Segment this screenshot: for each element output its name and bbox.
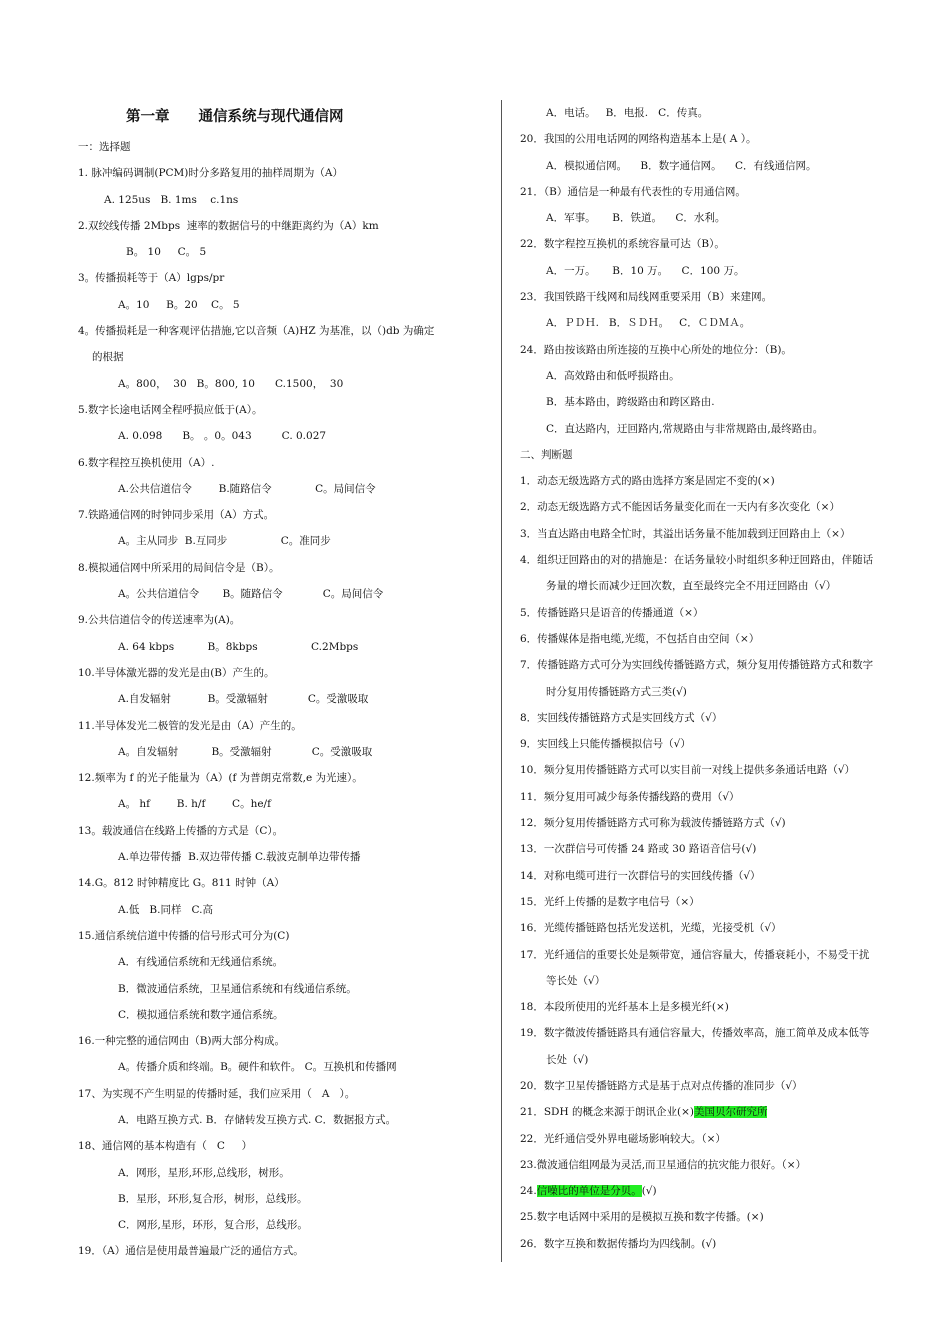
text-line: [78, 581, 490, 607]
line-text: 二、判断题: [520, 448, 573, 461]
line-text: 8．实回线传播链路方式是实回线方式（√）: [520, 711, 723, 724]
line-text: 10.半导体激光器的发光是由(B）产生的。: [78, 666, 275, 679]
text-line: [78, 423, 490, 449]
line-text: 5．传播链路只是语音的传播通道（×）: [520, 606, 704, 619]
text-line: [78, 818, 490, 844]
line-text: 长处（√): [546, 1053, 589, 1066]
text-line: [520, 179, 930, 205]
line-text: 20．我国的公用电话网的网络构造基本上是( A ）。: [520, 133, 757, 146]
line-suffix: (√): [641, 1185, 657, 1198]
text-line: [520, 126, 930, 152]
line-text: 1．动态无级选路方式的路由选择方案是固定不变的(×): [520, 475, 775, 488]
line-text: C．网形,星形，环形，复合形，总线形。: [118, 1219, 308, 1232]
line-text: A. 125us B. 1ms c.1ns: [104, 193, 239, 206]
line-text: B．基本路由，跨级路由和跨区路由.: [546, 396, 715, 409]
line-text: 3．当直达路由电路全忙时，其溢出话务量不能加载到迂回路由上（×）: [520, 527, 851, 540]
right-column: [520, 100, 930, 1257]
line-text: A。主从同步 B.互同步 C。准同步: [118, 535, 331, 548]
line-text: A．模拟通信网。 B．数字通信网。 C．有线通信网。: [546, 159, 817, 172]
left-column: [78, 100, 490, 1265]
line-text: A。800， 30 B。800, 10 C.1500， 30: [118, 377, 344, 390]
text-line: [520, 652, 930, 678]
line-text: 12.频率为 f 的光子能量为（A）(f 为普朗克常数,e 为光速）。: [78, 772, 363, 785]
text-line: [520, 521, 930, 547]
text-line: [78, 476, 490, 502]
text-line: [520, 100, 930, 126]
text-line: [78, 660, 490, 686]
text-line: [520, 731, 930, 757]
line-text: 14.G。812 时钟精度比 G。811 时钟（A）: [78, 877, 285, 890]
line-text: 22．光纤通信受外界电磁场影响较大。（×）: [520, 1132, 726, 1145]
line-text: 5.数字长途电话网全程呼损应低于(A）。: [78, 403, 263, 416]
text-line: [520, 442, 930, 468]
text-line: [78, 1002, 490, 1028]
text-line: [78, 1160, 490, 1186]
text-line: [520, 1204, 930, 1230]
line-text: A.低 B.同样 C.高: [118, 903, 213, 916]
text-line: [78, 844, 490, 870]
text-line: [78, 713, 490, 739]
text-line: [520, 231, 930, 257]
text-line: [78, 265, 490, 291]
line-text: A.单边带传播 B.双边带传播 C.载波克制单边带传播: [118, 851, 361, 864]
line-text: 23.微波通信组网最为灵活,而卫星通信的抗灾能力很好。（×）: [520, 1158, 807, 1171]
text-line: [78, 292, 490, 318]
line-text: A。 hf B. h/f C。he/f: [118, 798, 271, 811]
line-text: 等长处（√）: [546, 974, 606, 987]
text-line: [78, 976, 490, 1002]
text-line: [520, 942, 930, 968]
text-line: [78, 318, 490, 344]
line-text: A．一万。 B．10 万。 C．100 万。: [546, 264, 745, 277]
line-text: 15．光纤上传播的是数字电信号（×）: [520, 895, 700, 908]
text-line: [520, 1020, 930, 1046]
text-line: [520, 258, 930, 284]
text-line: [78, 949, 490, 975]
line-text: 4。传播损耗是一种客观评估措施,它以音频（A)HZ 为基准，以（)db 为确定: [78, 325, 435, 338]
line-text: A．ＰＤＨ. B．ＳＤＨ。 C．ＣＤＭＡ。: [546, 317, 751, 330]
line-text: 10．频分复用传播链路方式可以实目前一对线上提供多条通话电路（√）: [520, 764, 856, 777]
text-line: [78, 213, 490, 239]
line-text: 24.: [520, 1185, 537, 1198]
text-line: [78, 1107, 490, 1133]
text-line: [78, 1081, 490, 1107]
text-line: [520, 337, 930, 363]
line-text: A.自发辐射 B。受激辐射 C。受激吸取: [118, 693, 369, 706]
line-text: A．网形，星形,环形,总线形，树形。: [118, 1166, 290, 1179]
text-line: [520, 468, 930, 494]
text-line: [78, 1212, 490, 1238]
text-line: [78, 870, 490, 896]
line-text: A. 64 kbps B。8kbps C.2Mbps: [118, 640, 359, 653]
line-text: A.公共信道信令 B.随路信令 C。局间信令: [118, 482, 376, 495]
text-line: [520, 573, 930, 599]
text-line: [78, 555, 490, 581]
line-text: 1. 脉冲编码调制(PCM)时分多路复用的抽样周期为（A）: [78, 167, 343, 180]
line-text: 7．传播链路方式可分为实回线传播链路方式，频分复用传播链路方式和数字: [520, 659, 874, 672]
line-text: 2.双绞线传播 2Mbps 速率的数据信号的中继距离约为（A）km: [78, 219, 379, 232]
text-line: [520, 679, 930, 705]
line-text: 时分复用传播链路方式三类(√): [546, 685, 687, 698]
line-text: A. 0.098 B。 。0。043 C. 0.027: [118, 430, 327, 443]
text-line: [520, 363, 930, 389]
text-line: [520, 205, 930, 231]
text-line: [520, 968, 930, 994]
text-line: [520, 1047, 930, 1073]
line-text: 25.数字电话网中采用的是模拟互换和数字传播。(×): [520, 1211, 764, 1224]
line-text: 21．（B）通信是一种最有代表性的专用通信网。: [520, 185, 746, 198]
line-text: 18、通信网的基本构造有（ C ）: [78, 1140, 253, 1153]
line-text: 16．光缆传播链路包括光发送机，光缆，光接受机（√）: [520, 922, 782, 935]
line-text: 12．频分复用传播链路方式可称为载波传播链路方式（√): [520, 817, 786, 830]
text-line: [520, 863, 930, 889]
text-line: [78, 239, 490, 265]
text-line: [520, 810, 930, 836]
highlighted-text: 信噪比的单位是分贝。: [536, 1185, 642, 1198]
line-text: 4．组织迂回路由的对的措施是：在话务量较小时组织多种迂回路由，伴随话: [520, 554, 874, 567]
line-text: 22．数字程控互换机的系统容量可达（B）。: [520, 238, 725, 251]
text-line: [78, 765, 490, 791]
text-line: [520, 494, 930, 520]
text-line: [520, 1099, 930, 1125]
text-line: [78, 1133, 490, 1159]
text-line: [520, 284, 930, 310]
line-text: A。10 B。20 C。 5: [118, 298, 240, 311]
text-line: [78, 1028, 490, 1054]
text-line: [520, 310, 930, 336]
line-text: 19．（A）通信是使用最普遍最广泛的通信方式。: [78, 1245, 304, 1258]
text-line: [78, 450, 490, 476]
text-line: [520, 1231, 930, 1257]
text-line: [78, 1238, 490, 1264]
text-line: [520, 547, 930, 573]
text-line: [78, 502, 490, 528]
text-line: [78, 344, 490, 370]
line-text: A．电路互换方式. B．存储转发互换方式. C．数据报方式。: [118, 1113, 397, 1126]
line-text: A。自发辐射 B。受激辐射 C。受激吸取: [118, 745, 373, 758]
text-line: [520, 705, 930, 731]
line-text: B。 10 C。 5: [126, 246, 207, 259]
text-line: [78, 607, 490, 633]
line-text: 2．动态无级选路方式不能因话务量变化而在一天内有多次变化（×）: [520, 501, 840, 514]
line-text: B．微波通信系统，卫星通信系统和有线通信系统。: [118, 982, 357, 995]
line-text: 14．对称电缆可进行一次群信号的实回线传播（√）: [520, 869, 761, 882]
line-text: 务量的增长而减少迂回次数，直至最终完全不用迂回路由（√）: [546, 580, 837, 593]
text-line: [520, 1178, 930, 1204]
line-text: 17、为实现不产生明显的传播时延，我们应采用（ A ）。: [78, 1087, 356, 1100]
line-text: 11．频分复用可减少每条传播线路的费用（√）: [520, 790, 740, 803]
text-line: [520, 600, 930, 626]
text-line: [520, 889, 930, 915]
line-text: 26．数字互换和数据传播均为四线制。(√): [520, 1237, 717, 1250]
text-line: [78, 686, 490, 712]
line-text: 16.一种完整的通信网由（B)两大部分构成。: [78, 1035, 286, 1048]
text-line: [520, 626, 930, 652]
line-text: 20．数字卫星传播链路方式是基于点对点传播的准同步（√）: [520, 1079, 803, 1092]
text-line: [520, 416, 930, 442]
text-line: [78, 791, 490, 817]
text-line: [78, 371, 490, 397]
line-text: 3。传播损耗等于（A）lgps/pr: [78, 272, 225, 285]
text-line: [520, 1073, 930, 1099]
line-text: 13。载波通信在线路上传播的方式是（C）。: [78, 824, 284, 837]
column-divider: [501, 100, 502, 1262]
line-text: 7.铁路通信网的时钟同步采用（A）方式。: [78, 509, 275, 522]
text-line: [78, 739, 490, 765]
line-text: 6.数字程控互换机使用（A）.: [78, 456, 215, 469]
text-line: [78, 634, 490, 660]
text-line: [520, 757, 930, 783]
line-text: C．模拟通信系统和数字通信系统。: [118, 1008, 284, 1021]
line-text: A。传播介质和终端。B。硬件和软件。 C。互换机和传播网: [118, 1061, 397, 1074]
text-line: [520, 1152, 930, 1178]
line-text: 9.公共信道信令的传送速率为(A)。: [78, 614, 241, 627]
line-text: 19．数字微波传播链路具有通信容量大，传播效率高，施工简单及成本低等: [520, 1027, 870, 1040]
text-line: [78, 187, 490, 213]
text-line: [78, 528, 490, 554]
line-text: 8.模拟通信网中所采用的局间信令是（B）。: [78, 561, 280, 574]
chapter-title: 第一章 通信系统与现代通信网: [126, 109, 344, 125]
line-text: A．有线通信系统和无线通信系统。: [118, 956, 284, 969]
text-line: [520, 153, 930, 179]
line-text: 13．一次群信号可传播 24 路或 30 路语音信号(√): [520, 843, 757, 856]
text-line: [520, 389, 930, 415]
text-line: [78, 1186, 490, 1212]
line-text: C．直达路内，迂回路内,常规路由与非常规路由,最终路由。: [546, 422, 824, 435]
text-line: [520, 1126, 930, 1152]
line-text: 15.通信系统信道中传播的信号形式可分为(C): [78, 929, 290, 942]
line-text: A．高效路由和低呼损路由。: [546, 369, 680, 382]
line-text: B．星形，环形,复合形，树形，总线形。: [118, 1192, 308, 1205]
text-line: [520, 915, 930, 941]
text-line: [78, 160, 490, 186]
line-text: 一：选择题: [78, 141, 131, 153]
line-text: 11.半导体发光二极管的发光是由（A）产生的。: [78, 719, 302, 732]
line-text: 6．传播媒体是指电缆,光缆，不包括自由空间（×）: [520, 632, 760, 645]
line-text: 的根据: [92, 351, 124, 364]
line-text: 17．光纤通信的重要长处是频带宽，通信容量大，传播衰耗小，不易受干扰: [520, 948, 870, 961]
line-text: 21．SDH 的概念来源于朗讯企业(×): [520, 1106, 694, 1119]
text-line: [520, 836, 930, 862]
line-text: A。公共信道信令 B。随路信令 C。局间信令: [118, 588, 384, 601]
text-line: [520, 784, 930, 810]
line-text: 18．本段所使用的光纤基本上是多模光纤(×): [520, 1001, 729, 1014]
text-line: [78, 897, 490, 923]
line-text: A．军事。 B．铁道。 C．水利。: [546, 212, 726, 225]
line-text: 24．路由按该路由所连接的互换中心所处的地位分：（B)。: [520, 343, 792, 356]
line-text: 23．我国铁路干线网和局线网重要采用（B）来建网。: [520, 291, 773, 304]
line-text: 9．实回线上只能传播模拟信号（√）: [520, 738, 691, 751]
highlighted-text: 美国贝尔研究所: [693, 1106, 768, 1119]
text-line: [520, 994, 930, 1020]
text-line: [78, 1054, 490, 1080]
text-line: [78, 397, 490, 423]
line-text: A．电话。 B．电报. C．传真。: [546, 107, 709, 119]
text-line: [78, 134, 490, 160]
text-line: [78, 923, 490, 949]
